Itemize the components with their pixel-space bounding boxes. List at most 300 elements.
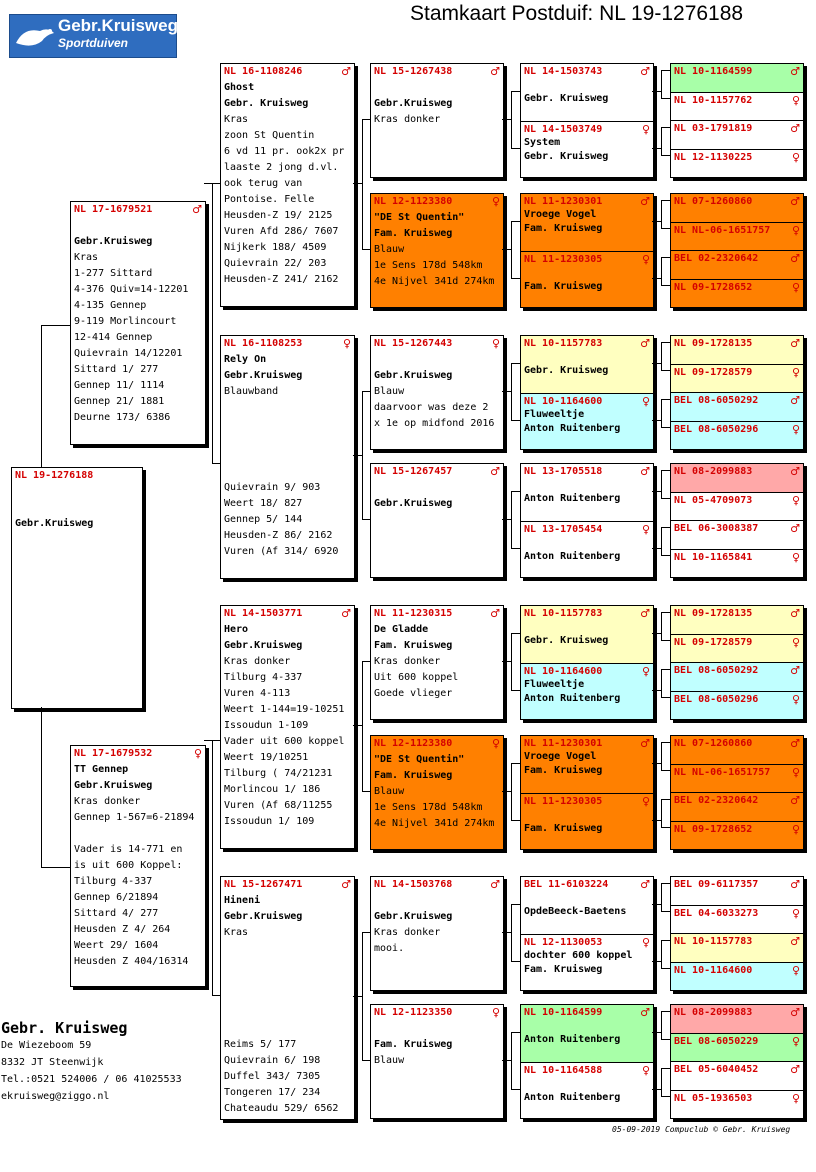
gen4-pair-card bbox=[520, 735, 654, 850]
ring-number: NL 14-1503749 bbox=[524, 123, 603, 135]
sex-icon: ♀ bbox=[641, 252, 650, 266]
connector-line bbox=[661, 799, 670, 800]
pigeon-name: System bbox=[524, 137, 561, 148]
gen5-pair-card bbox=[670, 63, 804, 121]
connector-line bbox=[661, 742, 670, 743]
ring-number: NL 09-1728135 bbox=[674, 607, 753, 619]
pigeon-card[interactable] bbox=[671, 492, 803, 520]
pigeon-icon bbox=[10, 15, 58, 57]
connector-line bbox=[661, 70, 662, 99]
connector-line bbox=[41, 707, 42, 867]
gen4-pair-card bbox=[520, 876, 654, 991]
detail-line: Fam. Kruisweg bbox=[374, 228, 453, 239]
pigeon-card[interactable] bbox=[521, 606, 653, 663]
pigeon-details bbox=[371, 750, 503, 832]
detail-line: Kras donker bbox=[224, 656, 291, 667]
ring-header bbox=[371, 464, 503, 478]
ring-number: NL 12-1123380 bbox=[374, 737, 453, 749]
pigeon-card[interactable] bbox=[521, 663, 653, 719]
detail-line: Issoudun 1-109 bbox=[224, 720, 309, 731]
pigeon-card[interactable] bbox=[671, 251, 803, 279]
connector-line bbox=[661, 1068, 662, 1097]
pigeon-card[interactable] bbox=[671, 634, 803, 662]
connector-line bbox=[652, 690, 661, 691]
ring-number: NL 09-1728579 bbox=[674, 636, 753, 648]
pigeon-card[interactable] bbox=[671, 121, 803, 149]
ring-header bbox=[371, 736, 503, 750]
connector-line bbox=[511, 221, 512, 278]
ring-header bbox=[371, 194, 503, 208]
connector-line bbox=[511, 91, 520, 92]
ring-header bbox=[671, 692, 803, 706]
detail-line: Ghost bbox=[224, 82, 255, 93]
detail-line: Tilburg 4-337 bbox=[224, 672, 303, 683]
ring-number: BEL 05-6040452 bbox=[674, 1063, 759, 1075]
ring-header bbox=[671, 635, 803, 649]
dam-card[interactable] bbox=[70, 745, 206, 987]
sex-icon: ♂ bbox=[341, 606, 351, 620]
ring-number: NL 10-1164600 bbox=[674, 964, 753, 976]
grandparent-card[interactable] bbox=[220, 605, 355, 849]
detail-line: 4e Nijvel 341d 274km bbox=[374, 276, 495, 287]
ring-number: NL 17-1679532 bbox=[74, 747, 153, 759]
pigeon-name: Fam. Kruisweg bbox=[524, 223, 603, 234]
pigeon-details bbox=[221, 891, 354, 1117]
ring-header bbox=[521, 606, 653, 620]
ring-number: NL 12-1123350 bbox=[374, 1006, 453, 1018]
ring-number: NL 10-1164588 bbox=[524, 1064, 603, 1076]
connector-line bbox=[652, 820, 661, 821]
sex-icon: ♀ bbox=[791, 1091, 800, 1105]
ring-number: NL NL-06-1651757 bbox=[674, 224, 771, 236]
connector-line bbox=[661, 470, 670, 471]
logo-brand: Gebr.Kruisweg bbox=[58, 16, 178, 35]
detail-line: Gebr.Kruisweg bbox=[74, 236, 153, 247]
pigeon-card[interactable] bbox=[671, 764, 803, 792]
pigeon-name bbox=[524, 266, 530, 280]
connector-line bbox=[652, 221, 661, 222]
connector-line bbox=[661, 98, 670, 99]
sex-icon: ♂ bbox=[490, 64, 500, 78]
ring-number: NL 08-2099883 bbox=[674, 465, 753, 477]
gen5-pair-card bbox=[670, 605, 804, 663]
connector-line bbox=[652, 491, 661, 492]
detail-line: mooi. bbox=[374, 943, 405, 954]
pigeon-name bbox=[524, 808, 530, 822]
detail-line bbox=[15, 500, 139, 516]
pigeon-card[interactable] bbox=[521, 877, 653, 934]
gen5-pair-card bbox=[670, 120, 804, 178]
pigeon-card[interactable] bbox=[671, 1005, 803, 1033]
gen4-pair-card bbox=[520, 335, 654, 450]
sex-icon: ♀ bbox=[641, 664, 650, 678]
detail-line: Kras donker bbox=[374, 114, 441, 125]
great-grandparent-card[interactable] bbox=[370, 63, 504, 178]
gen5-pair-card bbox=[670, 735, 804, 793]
sex-icon: ♀ bbox=[791, 93, 800, 107]
sex-icon: ♂ bbox=[790, 663, 800, 677]
ring-number: NL 19-1276188 bbox=[15, 469, 94, 481]
connector-line bbox=[661, 940, 670, 941]
sex-icon: ♂ bbox=[640, 194, 650, 208]
detail-line: "DE St Quentin" bbox=[374, 212, 465, 223]
pigeon-card[interactable] bbox=[671, 149, 803, 177]
ring-header bbox=[671, 906, 803, 920]
sex-icon: ♂ bbox=[790, 1062, 800, 1076]
ring-number: BEL 04-6033273 bbox=[674, 907, 759, 919]
detail-line: Blauw bbox=[374, 786, 405, 797]
connector-line bbox=[661, 470, 662, 499]
great-grandparent-card[interactable] bbox=[370, 605, 504, 720]
detail-line: Heusden-Z 86/ 2162 bbox=[224, 530, 333, 541]
connector-line bbox=[511, 363, 512, 420]
ring-number: NL 07-1260860 bbox=[674, 195, 753, 207]
connector-line bbox=[353, 996, 362, 997]
connector-line bbox=[511, 148, 520, 149]
detail-line: Reims 5/ 177 bbox=[224, 1039, 297, 1050]
ring-header bbox=[521, 522, 653, 536]
pigeon-card[interactable] bbox=[671, 663, 803, 691]
pigeon-card[interactable] bbox=[671, 393, 803, 421]
ring-header bbox=[71, 202, 205, 216]
connector-line bbox=[661, 342, 670, 343]
sex-icon: ♀ bbox=[791, 906, 800, 920]
pigeon-card[interactable] bbox=[521, 934, 653, 990]
detail-line: Tilburg 4-337 bbox=[74, 876, 153, 887]
ring-number: NL 11-1230305 bbox=[524, 795, 603, 807]
connector-line bbox=[511, 491, 512, 548]
subject-card[interactable] bbox=[11, 467, 143, 709]
connector-line bbox=[661, 527, 662, 556]
gen4-pair-card bbox=[520, 1004, 654, 1119]
sex-icon: ♂ bbox=[790, 934, 800, 948]
detail-line: Gebr.Kruisweg bbox=[374, 911, 453, 922]
detail-line: Tilburg ( 74/21231 bbox=[224, 768, 333, 779]
detail-line: Gebr.Kruisweg bbox=[224, 911, 303, 922]
detail-line: Kras donker bbox=[374, 927, 441, 938]
pigeon-name: dochter 600 koppel bbox=[524, 950, 633, 961]
pigeon-card[interactable] bbox=[521, 521, 653, 577]
sex-icon: ♂ bbox=[790, 64, 800, 78]
ring-number: NL 11-1230301 bbox=[524, 737, 603, 749]
sex-icon: ♀ bbox=[641, 394, 650, 408]
sex-icon: ♀ bbox=[491, 736, 500, 750]
ring-number: NL NL-06-1651757 bbox=[674, 766, 771, 778]
pigeon-card[interactable] bbox=[521, 251, 653, 307]
connector-line bbox=[661, 399, 662, 428]
connector-line bbox=[511, 820, 520, 821]
ring-number: BEL 06-3008387 bbox=[674, 522, 759, 534]
detail-line: Gennep 5/ 144 bbox=[224, 514, 303, 525]
pigeon-card[interactable] bbox=[671, 821, 803, 849]
connector-line bbox=[661, 127, 670, 128]
connector-line bbox=[511, 363, 520, 364]
connector-line bbox=[362, 391, 370, 392]
ring-header bbox=[221, 336, 354, 350]
connector-line bbox=[511, 763, 520, 764]
sex-icon: ♀ bbox=[641, 794, 650, 808]
detail-line: Blauw bbox=[374, 386, 405, 397]
connector-line bbox=[362, 519, 370, 520]
pigeon-card[interactable] bbox=[521, 1062, 653, 1118]
connector-line bbox=[661, 669, 670, 670]
sex-icon: ♂ bbox=[640, 877, 650, 891]
detail-line: Gebr.Kruisweg bbox=[374, 98, 453, 109]
connector-line bbox=[661, 342, 662, 371]
ring-header bbox=[671, 365, 803, 379]
sex-icon: ♀ bbox=[491, 1005, 500, 1019]
connector-line bbox=[362, 1060, 370, 1061]
connector-line bbox=[661, 1011, 662, 1040]
pigeon-card[interactable] bbox=[671, 222, 803, 250]
ring-header bbox=[521, 1063, 653, 1077]
ring-number: NL 07-1260860 bbox=[674, 737, 753, 749]
pigeon-name: Anton Ruitenberg bbox=[524, 693, 621, 704]
owner-phone: Tel.:0521 524006 / 06 41025533 bbox=[1, 1074, 182, 1085]
connector-line bbox=[661, 370, 670, 371]
detail-line bbox=[224, 464, 351, 480]
ring-number: NL 17-1679521 bbox=[74, 203, 153, 215]
detail-line: Gennep 6/21894 bbox=[74, 892, 159, 903]
connector-line bbox=[511, 278, 520, 279]
connector-line bbox=[661, 200, 670, 201]
sex-icon: ♂ bbox=[490, 606, 500, 620]
detail-line bbox=[224, 432, 351, 448]
great-grandparent-card[interactable] bbox=[370, 335, 504, 450]
connector-line bbox=[661, 612, 670, 613]
pigeon-card[interactable] bbox=[671, 962, 803, 990]
great-grandparent-card[interactable] bbox=[370, 735, 504, 850]
detail-line: Gebr.Kruisweg bbox=[224, 640, 303, 651]
ring-header bbox=[521, 464, 653, 478]
ring-number: BEL 08-6050292 bbox=[674, 664, 759, 676]
ring-header bbox=[671, 393, 803, 407]
detail-line: Weert 18/ 827 bbox=[224, 498, 303, 509]
detail-line: Gebr.Kruisweg bbox=[74, 780, 153, 791]
detail-line: Goede vlieger bbox=[374, 688, 453, 699]
sex-icon: ♂ bbox=[640, 464, 650, 478]
pigeon-card[interactable] bbox=[671, 1033, 803, 1061]
ring-number: BEL 09-6117357 bbox=[674, 878, 759, 890]
connector-line bbox=[502, 932, 511, 933]
pigeon-card[interactable] bbox=[671, 934, 803, 962]
pigeon-card[interactable] bbox=[521, 64, 653, 121]
pigeon-card[interactable] bbox=[671, 421, 803, 449]
pigeon-card[interactable] bbox=[671, 793, 803, 821]
connector-line bbox=[661, 228, 670, 229]
connector-line bbox=[661, 742, 662, 771]
pigeon-card[interactable] bbox=[671, 336, 803, 364]
pigeon-card[interactable] bbox=[521, 464, 653, 521]
ring-header bbox=[521, 794, 653, 808]
sex-icon: ♂ bbox=[790, 521, 800, 535]
sex-icon: ♂ bbox=[341, 877, 351, 891]
connector-line bbox=[362, 661, 363, 791]
sex-icon: ♂ bbox=[790, 877, 800, 891]
detail-line bbox=[224, 941, 351, 957]
great-grandparent-card[interactable] bbox=[370, 876, 504, 991]
detail-line: 4e Nijvel 341d 274km bbox=[374, 818, 495, 829]
detail-line: Sittard 1/ 277 bbox=[74, 364, 159, 375]
detail-line: Hero bbox=[224, 624, 249, 635]
connector-line bbox=[661, 669, 662, 698]
detail-line: 12-414 Gennep bbox=[74, 332, 153, 343]
sex-icon: ♂ bbox=[790, 736, 800, 750]
pigeon-name bbox=[524, 1077, 530, 1091]
sex-icon: ♀ bbox=[791, 150, 800, 164]
pigeon-name: Gebr. Kruisweg bbox=[524, 151, 609, 162]
pigeon-card[interactable] bbox=[521, 393, 653, 449]
ring-number: NL 10-1164599 bbox=[674, 65, 753, 77]
connector-line bbox=[511, 221, 520, 222]
sex-icon: ♀ bbox=[791, 692, 800, 706]
ring-header bbox=[71, 746, 205, 760]
connector-line bbox=[661, 911, 670, 912]
owner-email: ekruisweg@ziggo.nl bbox=[1, 1091, 110, 1102]
pigeon-name bbox=[524, 478, 530, 492]
detail-line: Uit 600 koppel bbox=[374, 672, 459, 683]
detail-line bbox=[224, 416, 351, 432]
pigeon-card[interactable] bbox=[671, 736, 803, 764]
ring-header bbox=[671, 765, 803, 779]
pigeon-card[interactable] bbox=[521, 336, 653, 393]
pigeon-card[interactable] bbox=[671, 64, 803, 92]
detail-line: Deurne 173/ 6386 bbox=[74, 412, 171, 423]
connector-line bbox=[652, 763, 661, 764]
owner-city: 8332 JT Steenwijk bbox=[1, 1057, 104, 1068]
great-grandparent-card[interactable] bbox=[370, 193, 504, 308]
owner-name: Gebr. Kruisweg bbox=[1, 1019, 128, 1037]
pigeon-name: Fam. Kruisweg bbox=[524, 964, 603, 975]
sex-icon: ♂ bbox=[640, 1005, 650, 1019]
connector-line bbox=[362, 119, 370, 120]
detail-line: is uit 600 Koppel: bbox=[74, 860, 183, 871]
great-grandparent-card[interactable] bbox=[370, 1004, 504, 1119]
detail-line: Weert 29/ 1604 bbox=[74, 940, 159, 951]
connector-line bbox=[661, 640, 670, 641]
ring-number: NL 10-1157783 bbox=[524, 337, 603, 349]
connector-line bbox=[511, 491, 520, 492]
pigeon-card[interactable] bbox=[671, 464, 803, 492]
pigeon-card[interactable] bbox=[671, 1062, 803, 1090]
connector-line bbox=[652, 961, 661, 962]
ring-header bbox=[671, 121, 803, 135]
ring-header bbox=[671, 464, 803, 478]
ring-number: NL 11-1230315 bbox=[374, 607, 453, 619]
pigeon-name bbox=[524, 350, 530, 364]
ring-header bbox=[221, 64, 354, 78]
connector-line bbox=[212, 995, 220, 996]
detail-line: TT Gennep bbox=[74, 764, 129, 775]
owner-block bbox=[1, 1020, 182, 1105]
pigeon-details bbox=[221, 78, 354, 288]
grandparent-card[interactable] bbox=[220, 63, 355, 307]
pigeon-card[interactable] bbox=[671, 521, 803, 549]
detail-line: ook terug van bbox=[224, 178, 303, 189]
pigeon-card[interactable] bbox=[671, 92, 803, 120]
sex-icon: ♀ bbox=[791, 635, 800, 649]
pigeon-card[interactable] bbox=[521, 121, 653, 177]
connector-line bbox=[362, 249, 370, 250]
grandparent-card[interactable] bbox=[220, 335, 355, 579]
pigeon-card[interactable] bbox=[671, 549, 803, 577]
great-grandparent-card[interactable] bbox=[370, 463, 504, 578]
ring-number: NL 15-1267443 bbox=[374, 337, 453, 349]
ring-header bbox=[671, 822, 803, 836]
pigeon-card[interactable] bbox=[521, 1005, 653, 1062]
sire-card[interactable] bbox=[70, 201, 206, 445]
ring-number: NL 14-1503743 bbox=[524, 65, 603, 77]
sex-icon: ♀ bbox=[641, 122, 650, 136]
ring-number: BEL 08-6050296 bbox=[674, 423, 759, 435]
detail-line: Duffel 343/ 7305 bbox=[224, 1071, 321, 1082]
detail-line bbox=[374, 480, 500, 496]
ring-number: NL 10-1157783 bbox=[524, 607, 603, 619]
pigeon-card[interactable] bbox=[521, 793, 653, 849]
detail-line: Gebr.Kruisweg bbox=[374, 498, 453, 509]
pigeon-card[interactable] bbox=[671, 364, 803, 392]
sex-icon: ♀ bbox=[641, 1063, 650, 1077]
detail-line: Pontoise. Felle bbox=[224, 194, 315, 205]
logo-sub: Sportduiven bbox=[58, 36, 129, 50]
connector-line bbox=[661, 200, 662, 229]
detail-line bbox=[374, 1021, 500, 1037]
ring-number: NL 10-1164600 bbox=[524, 395, 603, 407]
pigeon-card[interactable] bbox=[671, 691, 803, 719]
connector-line bbox=[362, 932, 363, 1060]
detail-line: Heusden Z 4/ 264 bbox=[74, 924, 171, 935]
detail-line: Weert 1-144=19-10251 bbox=[224, 704, 345, 715]
pigeon-card[interactable] bbox=[521, 736, 653, 793]
connector-line bbox=[661, 1068, 670, 1069]
grandparent-card[interactable] bbox=[220, 876, 355, 1120]
pigeon-card[interactable] bbox=[671, 1090, 803, 1118]
connector-line bbox=[661, 285, 670, 286]
pigeon-name: Anton Ruitenberg bbox=[524, 1092, 621, 1103]
detail-line: "DE St Quentin" bbox=[374, 754, 465, 765]
connector-line bbox=[511, 91, 512, 148]
sex-icon: ♀ bbox=[791, 280, 800, 294]
sex-icon: ♂ bbox=[640, 336, 650, 350]
detail-line: Kras donker bbox=[74, 796, 141, 807]
pigeon-card[interactable] bbox=[521, 194, 653, 251]
pigeon-card[interactable] bbox=[671, 194, 803, 222]
connector-line bbox=[511, 633, 520, 634]
pigeon-details bbox=[12, 482, 142, 532]
sex-icon: ♂ bbox=[790, 336, 800, 350]
pigeon-name: Vroege Vogel bbox=[524, 751, 597, 762]
ring-header bbox=[671, 223, 803, 237]
ring-header bbox=[371, 877, 503, 891]
ring-header bbox=[521, 664, 653, 678]
detail-line: Vuren 4-113 bbox=[224, 688, 291, 699]
connector-line bbox=[511, 904, 512, 961]
ring-header bbox=[671, 606, 803, 620]
gen5-pair-card bbox=[670, 250, 804, 308]
detail-line: Heusden Z 404/16314 bbox=[74, 956, 189, 967]
sex-icon: ♀ bbox=[791, 493, 800, 507]
ring-header bbox=[221, 606, 354, 620]
ring-header bbox=[671, 736, 803, 750]
ring-number: NL 12-1123380 bbox=[374, 195, 453, 207]
pigeon-card[interactable] bbox=[671, 877, 803, 905]
pigeon-card[interactable] bbox=[671, 606, 803, 634]
sex-icon: ♀ bbox=[641, 935, 650, 949]
connector-line bbox=[661, 257, 670, 258]
detail-line: Gebr. Kruisweg bbox=[224, 98, 309, 109]
pigeon-card[interactable] bbox=[671, 905, 803, 933]
pigeon-card[interactable] bbox=[671, 279, 803, 307]
